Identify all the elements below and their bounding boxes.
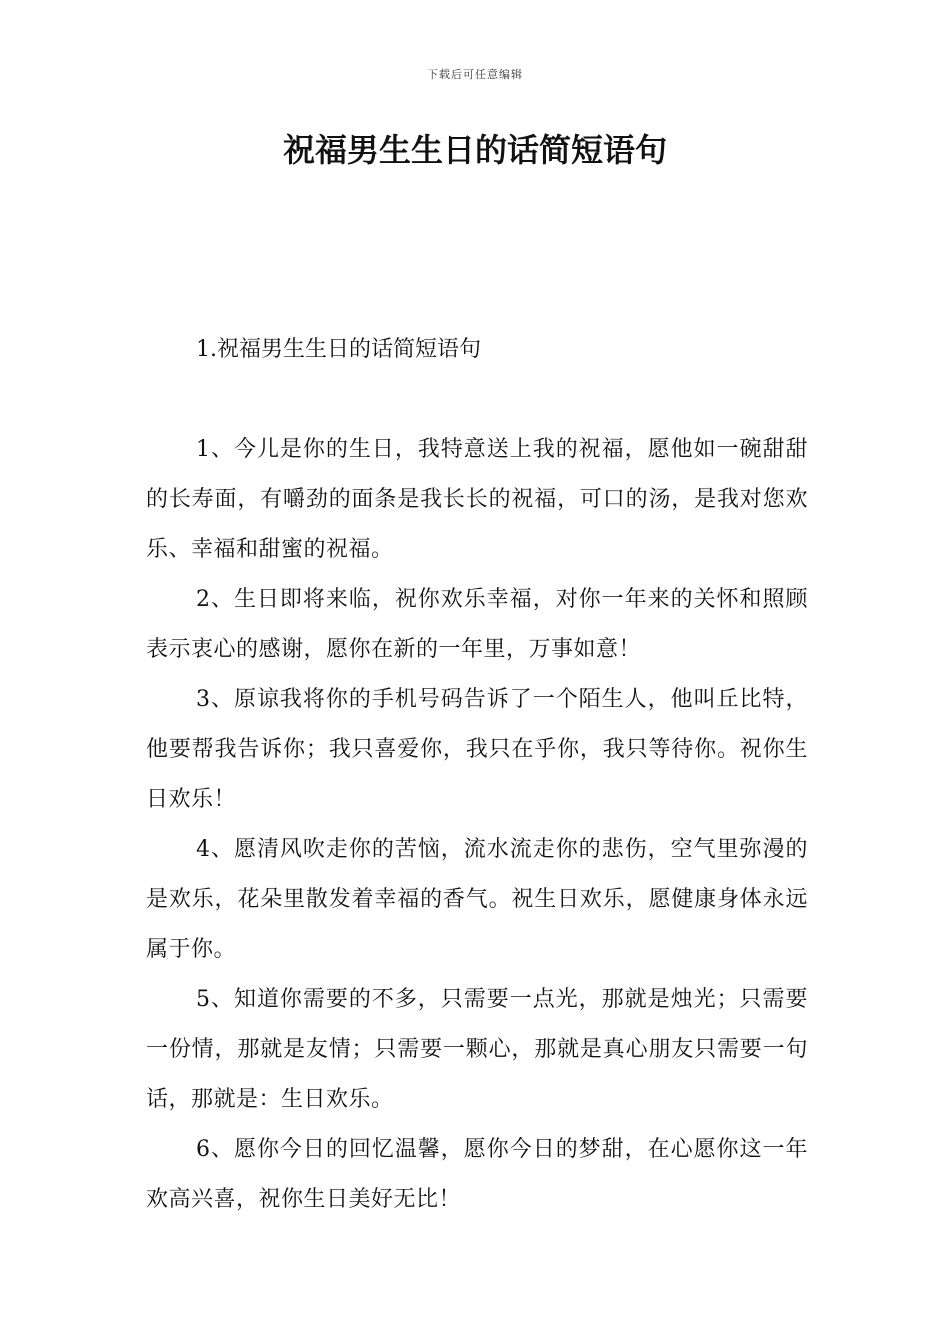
paragraph-3: 3、原谅我将你的手机号码告诉了一个陌生人，他叫丘比特，他要帮我告诉你；我只喜爱你，我只在乎你，我只等待你。祝你生日欢乐！	[146, 687, 808, 812]
paragraph-6: 6、愿你今日的回忆温馨，愿你今日的梦甜，在心愿你这一年欢高兴喜，祝你生日美好无比！	[146, 1137, 808, 1212]
paragraph-1: 1、今儿是你的生日，我特意送上我的祝福，愿他如一碗甜甜的长寿面，有嚼劲的面条是我长长的祝福，可口的汤，是我对您欢乐、幸福和甜蜜的祝福。	[146, 437, 808, 562]
paragraph-5: 5、知道你需要的不多，只需要一点光，那就是烛光；只需要一份情，那就是友情；只需要一颗心，那就是真心朋友只需要一句话，那就是：生日欢乐。	[146, 987, 808, 1112]
paragraph-4: 4、愿清风吹走你的苦恼，流水流走你的悲伤，空气里弥漫的是欢乐，花朵里散发着幸福的香气。祝生日欢乐，愿健康身体永远属于你。	[146, 837, 808, 962]
body-text	[146, 425, 808, 1225]
section-heading: 1.祝福男生生日的话简短语句	[196, 337, 481, 362]
document-title: 祝福男生生日的话简短语句	[282, 131, 667, 169]
paragraph-2: 2、生日即将来临，祝你欢乐幸福，对你一年来的关怀和照顾表示衷心的感谢，愿你在新的一年里，万事如意！	[146, 587, 808, 662]
header-note: 下载后可任意编辑	[427, 68, 523, 81]
